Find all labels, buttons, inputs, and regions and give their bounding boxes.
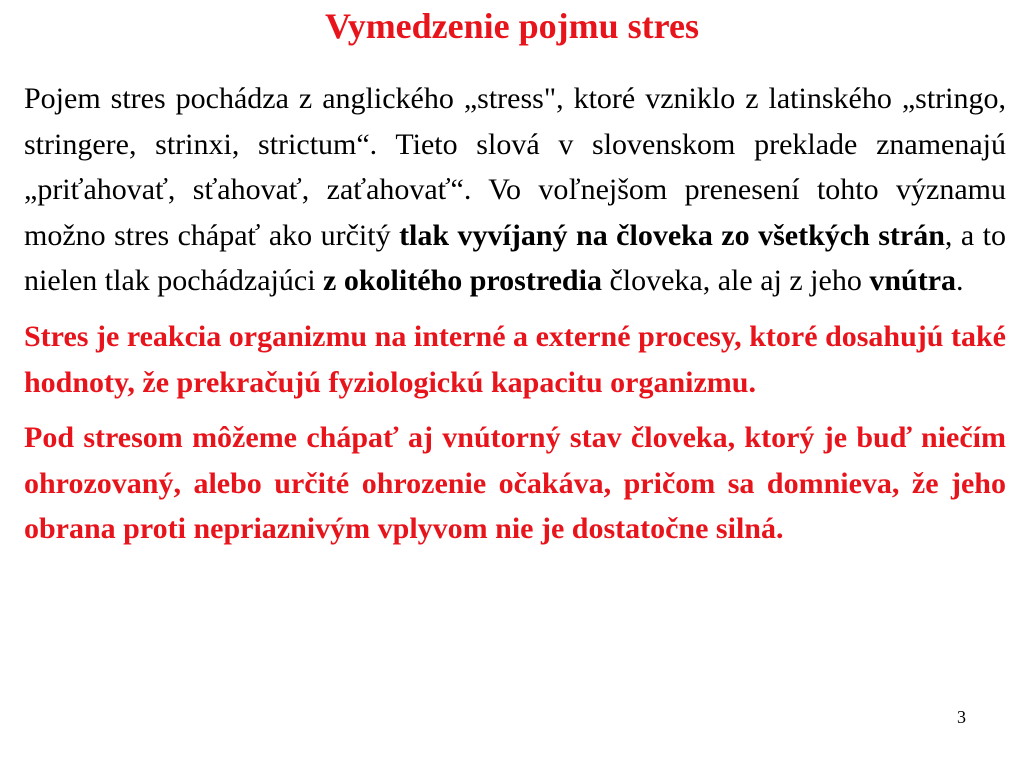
stress-inner-state-paragraph: Pod stresom môžeme chápať aj vnútorný stav človeka, ktorý je buď niečím ohrozovaný, alebo určité ohrozenie očakáva, pričom sa domnieva, že jeho obrana proti nepriaznivým vplyvom nie je dostatočne silná. (24, 421, 1006, 546)
paragraph-text: Pojem stres pochádza z anglického „stress", ktoré vzniklo z latinského „stringo, stringere, strinxi, strictum“. Tieto slová v slovenskom preklade znamenajú „priťahovať, sťahovať, zaťahovať“. Vo voľnejšom prenesení tohto významu možno stres chápať ako určitý (24, 82, 1006, 252)
emphasis-environment: z okolitého prostredia (323, 264, 602, 298)
slide-title: Vymedzenie pojmu stres (325, 6, 699, 46)
emphasis-inner: vnútra (869, 264, 957, 298)
stress-reaction-paragraph: Stres je reakcia organizmu na interné a externé procesy, ktoré dosahujú také hodnoty, že prekračujú fyziologickú kapacitu organizmu. (24, 319, 1006, 399)
slide-body (24, 76, 1006, 552)
paragraph-text: človeka, ale aj z jeho (601, 264, 870, 298)
paragraph-text: . (956, 264, 964, 298)
paragraph-text: , a to nielen tlak pochádzajúci (24, 218, 1007, 298)
page-number: 3 (957, 707, 966, 727)
emphasis-pressure: tlak vyvíjaný na človeka zo všetkých strán (399, 218, 945, 252)
definition-paragraph (24, 76, 1006, 304)
